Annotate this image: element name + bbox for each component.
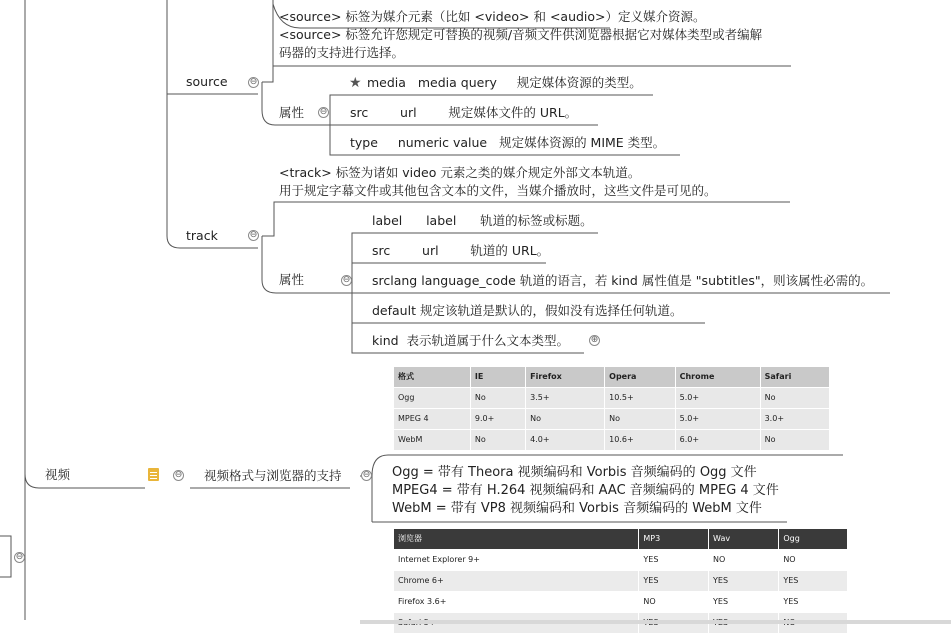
table-cell: 10.6+	[605, 430, 675, 451]
table-cell: 3.5+	[526, 388, 605, 409]
table-cell: YES	[709, 571, 779, 592]
video-format-list[interactable]	[392, 464, 779, 518]
table-header: 浏览器	[394, 529, 639, 550]
table-cell: 10.5+	[605, 388, 675, 409]
attr-name: srclang	[372, 273, 418, 288]
source-attr-media[interactable]	[367, 75, 642, 91]
table-cell: No	[526, 409, 605, 430]
attr-value: label	[426, 213, 457, 228]
table-header: Wav	[709, 529, 779, 550]
source-desc-line: <source> 标签为媒介元素（比如 <video> 和 <audio>）定义媒介资源。	[279, 9, 706, 24]
table-cell: NO	[709, 550, 779, 571]
note-icon[interactable]	[148, 468, 159, 481]
format-line: MPEG4 = 带有 H.264 视频编码和 AAC 音频编码的 MPEG 4 文件	[392, 483, 779, 498]
table-cell: 3.0+	[760, 409, 829, 430]
source-desc-line: <source> 标签允许您规定可替换的视频/音频文件供浏览器根据它对媒体类型或者编解	[279, 27, 763, 42]
attr-value: url	[400, 105, 417, 120]
collapse-icon[interactable]: ⊖	[249, 230, 258, 240]
format-line: WebM = 带有 VP8 视频编码和 Vorbis 音频编码的 WebM 文件	[392, 501, 762, 516]
table-cell: YES	[639, 550, 709, 571]
attr-desc: 轨道的 URL。	[470, 243, 550, 258]
track-attr-kind[interactable]	[372, 333, 569, 349]
attr-name: media	[367, 75, 406, 90]
source-node-label[interactable]: source	[186, 74, 228, 89]
attr-desc: 表示轨道属于什么文本类型。	[406, 333, 570, 348]
attr-desc: 规定媒体资源的类型。	[516, 75, 642, 90]
table-header: 格式	[394, 367, 471, 388]
attr-desc: 规定媒体文件的 URL。	[448, 105, 578, 120]
track-attr-src[interactable]	[372, 243, 549, 259]
table-cell: No	[760, 388, 829, 409]
attr-desc: 轨道的语言，若 kind 属性值是 "subtitles"，则该属性必需的。	[519, 273, 874, 288]
table-cell: 6.0+	[675, 430, 760, 451]
attr-value: language_code	[421, 273, 516, 288]
table-cell: 4.0+	[526, 430, 605, 451]
video-format-table	[393, 366, 830, 451]
attr-name: src	[350, 105, 369, 120]
track-attr-label-item[interactable]	[372, 213, 593, 229]
table-cell: Firefox 3.6+	[394, 592, 639, 613]
table-row	[394, 550, 848, 571]
table-cell: YES	[779, 571, 848, 592]
table-cell: 9.0+	[470, 409, 525, 430]
table-header: Firefox	[526, 367, 605, 388]
video-format-node[interactable]: 视频格式与浏览器的支持	[204, 468, 342, 483]
track-attr-label[interactable]: 属性	[279, 272, 305, 287]
collapse-icon[interactable]: ⊖	[362, 470, 371, 480]
table-header: Opera	[605, 367, 675, 388]
star-icon: ★	[349, 75, 362, 91]
table-cell: 5.0+	[675, 409, 760, 430]
table-header: IE	[470, 367, 525, 388]
attr-value: numeric value	[397, 135, 488, 150]
track-desc-line: 用于规定字幕文件或其他包含文本的文件，当媒介播放时，这些文件是可见的。	[279, 183, 717, 198]
table-cell: YES	[639, 571, 709, 592]
collapse-icon[interactable]: ⊖	[319, 107, 328, 117]
table-header: MP3	[639, 529, 709, 550]
table-cell: YES	[779, 592, 848, 613]
collapse-icon[interactable]: ⊖	[15, 552, 24, 562]
source-attr-label[interactable]: 属性	[279, 105, 305, 120]
track-node-label[interactable]: track	[186, 228, 218, 243]
audio-format-table	[393, 528, 848, 634]
table-header-row	[394, 367, 830, 388]
table-cell: WebM	[394, 430, 471, 451]
track-attr-srclang[interactable]	[372, 273, 873, 289]
attr-value: url	[422, 243, 439, 258]
attr-name: src	[372, 243, 391, 258]
table-cell: NO	[779, 550, 848, 571]
horizontal-scrollbar[interactable]	[360, 620, 951, 624]
table-cell: Internet Explorer 9+	[394, 550, 639, 571]
table-row	[394, 592, 848, 613]
track-desc-line: <track> 标签为诸如 video 元素之类的媒介规定外部文本轨道。	[279, 165, 641, 180]
attr-name: kind	[372, 333, 399, 348]
attr-name: default	[372, 303, 416, 318]
source-desc-line: 码器的支持进行选择。	[279, 45, 405, 60]
table-cell: No	[470, 388, 525, 409]
table-cell: No	[760, 430, 829, 451]
table-row	[394, 409, 830, 430]
collapse-icon[interactable]: ⊖	[249, 77, 258, 87]
table-cell: NO	[639, 592, 709, 613]
attr-name: label	[372, 213, 403, 228]
table-cell: No	[605, 409, 675, 430]
attr-value: media query	[417, 75, 497, 90]
table-cell: MPEG 4	[394, 409, 471, 430]
table-cell: Ogg	[394, 388, 471, 409]
table-header: Ogg	[779, 529, 848, 550]
table-row	[394, 388, 830, 409]
video-node-label[interactable]: 视频	[45, 467, 71, 482]
track-attr-default[interactable]	[372, 303, 682, 319]
collapse-icon[interactable]: ⊖	[174, 470, 183, 480]
attr-name: type	[350, 135, 378, 150]
table-cell: YES	[709, 592, 779, 613]
attr-desc: 规定媒体资源的 MIME 类型。	[499, 135, 666, 150]
table-cell: No	[470, 430, 525, 451]
attr-desc: 轨道的标签或标题。	[480, 213, 593, 228]
table-cell: Chrome 6+	[394, 571, 639, 592]
table-row	[394, 430, 830, 451]
table-header: Chrome	[675, 367, 760, 388]
table-header: Safari	[760, 367, 829, 388]
table-header-row	[394, 529, 848, 550]
collapse-icon[interactable]: ⊖	[342, 275, 351, 285]
source-attr-type[interactable]	[350, 135, 665, 151]
source-attr-src[interactable]	[350, 105, 577, 121]
track-description	[279, 164, 717, 200]
format-line: Ogg = 带有 Theora 视频编码和 Vorbis 音频编码的 Ogg 文件	[392, 465, 757, 480]
attr-desc: 规定该轨道是默认的，假如没有选择任何轨道。	[419, 303, 683, 318]
expand-icon[interactable]: ⊕	[590, 335, 599, 345]
table-cell: 5.0+	[675, 388, 760, 409]
table-row	[394, 571, 848, 592]
source-description	[279, 8, 762, 62]
